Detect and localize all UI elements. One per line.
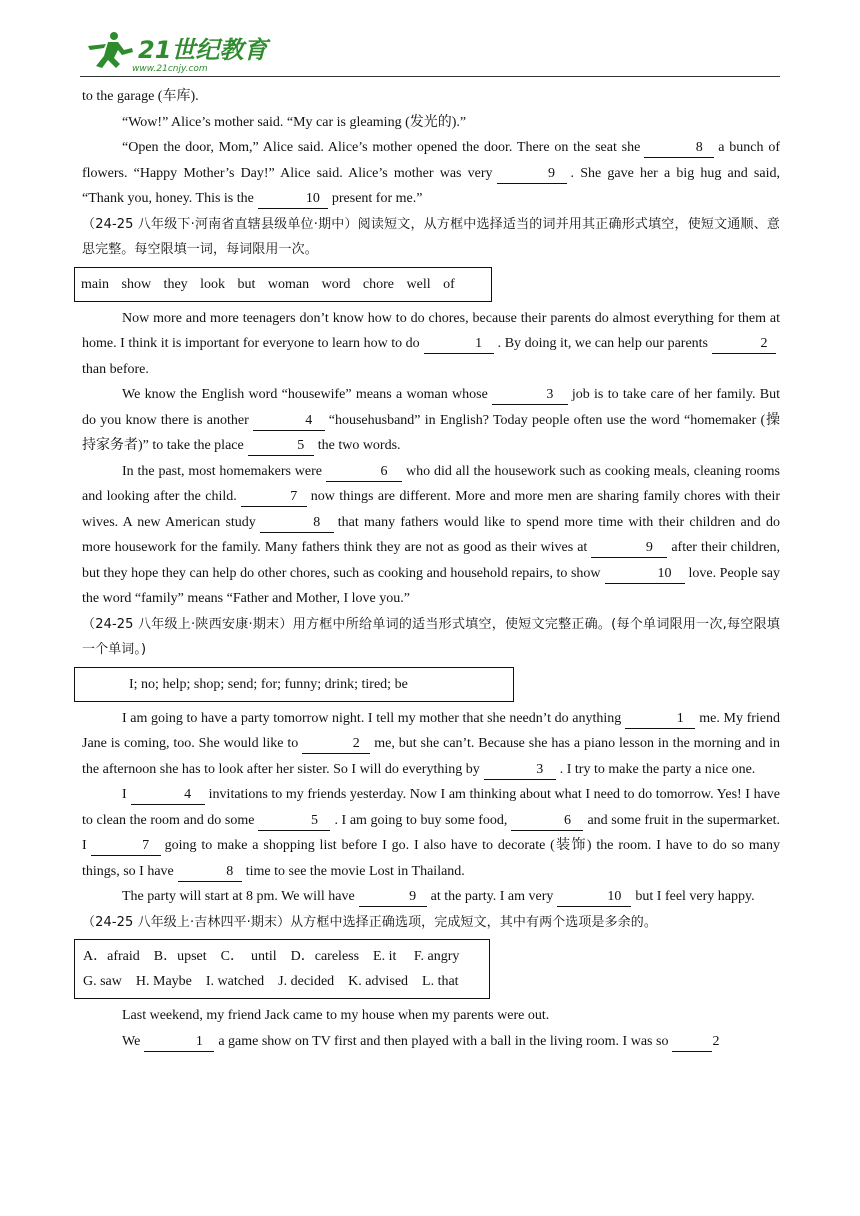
site-logo-icon xyxy=(80,28,280,74)
answer-blank[interactable]: 3 xyxy=(492,387,568,405)
answer-blank[interactable]: 10 xyxy=(557,889,631,907)
answer-blank[interactable]: 5 xyxy=(248,438,314,456)
answer-blank[interactable]: 7 xyxy=(91,838,161,856)
svg-text:www.21cnjy.com: www.21cnjy.com xyxy=(132,64,208,74)
page-header xyxy=(80,28,780,78)
paragraph: In the past, most homemakers were 6 who did all the housework such as cooking meals, cleaning rooms and looking after the child. 7 now things are different. More and more men are sharing family chores with their wives. A new American study 8 that many fathers would like to spend more time with their children and do more housework for the family. Many fathers think they are not as good as their wives at 9 after their children, but they hope they can help do other chores, such as cooking and household repairs, to show 10 love. People say the word “family” means “Father and Mother, I love you.” xyxy=(82,463,781,606)
answer-blank[interactable]: 10 xyxy=(605,566,685,584)
paragraph: “Wow!” Alice’s mother said. “My car is gleaming (发光的).” xyxy=(122,114,467,130)
answer-blank[interactable]: 9 xyxy=(497,166,567,184)
answer-blank[interactable]: 2 xyxy=(712,336,776,354)
answer-blank[interactable]: 7 xyxy=(241,489,307,507)
paragraph: I 4 invitations to my friends yesterday. Now I am thinking about what I need to do tomorrow. Yes! I have to clean the room and do some 5 . I am going to buy some food, 6 and some fruit in the supermarket. I 7 going to make a shopping list before I go. I also have to decorate (装饰) the room. I have to do so many things, so I have 8 time to see the movie Lost in Thailand. xyxy=(82,782,780,884)
document-body xyxy=(82,84,780,1054)
answer-blank[interactable]: 8 xyxy=(178,864,242,882)
svg-text:21世纪教育: 21世纪教育 xyxy=(138,36,268,64)
paragraph: Now more and more teenagers don’t know how to do chores, because their parents do almost everything for them at home. I think it is important for everyone to learn how to do 1 . By doing it, we can help our parents 2than before. xyxy=(82,310,780,377)
answer-blank[interactable]: 9 xyxy=(591,540,667,558)
answer-blank[interactable]: 1 xyxy=(625,711,695,729)
answer-blank[interactable]: 2 xyxy=(302,736,370,754)
paragraph: We know the English word “housewife” means a woman whose 3 job is to take care of her family. But do you know there is another 4 “househusband” in English? Today people often use the word “homemaker (操持家务者)” to take the place 5 the two words. xyxy=(82,382,780,459)
question-header: （24-25 八年级上·陕西安康·期末）用方框中所给单词的适当形式填空，使短文完整正确。(每个单词限用一次,每空限填一个单词。) xyxy=(82,616,780,657)
answer-blank[interactable]: 8 xyxy=(260,515,334,533)
answer-blank[interactable]: 1 xyxy=(424,336,494,354)
paragraph: to the garage (车库). xyxy=(82,89,199,104)
word-box: main show they look but woman word chore well of xyxy=(74,267,492,302)
question-header: （24-25 八年级上·吉林四平·期末）从方框中选择正确选项，完成短文，其中有两个选项是多余的。 xyxy=(82,914,657,930)
answer-blank[interactable]: 6 xyxy=(511,813,583,831)
header-divider xyxy=(80,76,780,77)
paragraph: I am going to have a party tomorrow night. I tell my mother that she needn’t do anything 1 me. My friend Jane is coming, too. She would like to 2 me, but she can’t. Because she has a piano lesson in the morning and in the afternoon she has to look after her sister. So I will do everything by 3 . I try to make the party a nice one. xyxy=(82,706,780,783)
word-box: I; no; help; shop; send; for; funny; drink; tired; be xyxy=(74,667,514,702)
answer-blank[interactable]: 4 xyxy=(253,413,325,431)
answer-blank[interactable]: 1 xyxy=(144,1034,214,1052)
question-header: （24-25 八年级下·河南省直辖县级单位·期中）阅读短文，从方框中选择适当的词并用其正确形式填空，使短文通顺、意思完整。每空限填一词，每词限用一次。 xyxy=(82,216,780,257)
answer-blank[interactable]: 2 xyxy=(672,1034,712,1052)
answer-blank[interactable]: 8 xyxy=(644,140,714,158)
answer-blank[interactable]: 9 xyxy=(359,889,427,907)
paragraph: The party will start at 8 pm. We will have 9 at the party. I am very 10 but I feel very happy. xyxy=(82,884,780,910)
paragraph: “Open the door, Mom,” Alice said. Alice’s mother opened the door. There on the seat she 8 a bunch of flowers. “Happy Mother’s Day!” Alice said. Alice’s mother was very 9 . She gave her a big hug and said, “Thank you, honey. This is the 10 present for me.” xyxy=(82,135,780,212)
paragraph: Last weekend, my friend Jack came to my house when my parents were out. xyxy=(122,1008,550,1023)
answer-blank[interactable]: 6 xyxy=(326,464,402,482)
paragraph: We 1 a game show on TV first and then played with a ball in the living room. I was so 2 xyxy=(82,1029,780,1055)
options-box: A．afraid B．upset C． until D．careless E. it F. angry G. saw H. Maybe I. watched J. decided K. advised L. that xyxy=(74,939,490,999)
answer-blank[interactable]: 10 xyxy=(258,191,328,209)
answer-blank[interactable]: 3 xyxy=(484,762,556,780)
answer-blank[interactable]: 4 xyxy=(131,787,205,805)
answer-blank[interactable]: 5 xyxy=(258,813,330,831)
